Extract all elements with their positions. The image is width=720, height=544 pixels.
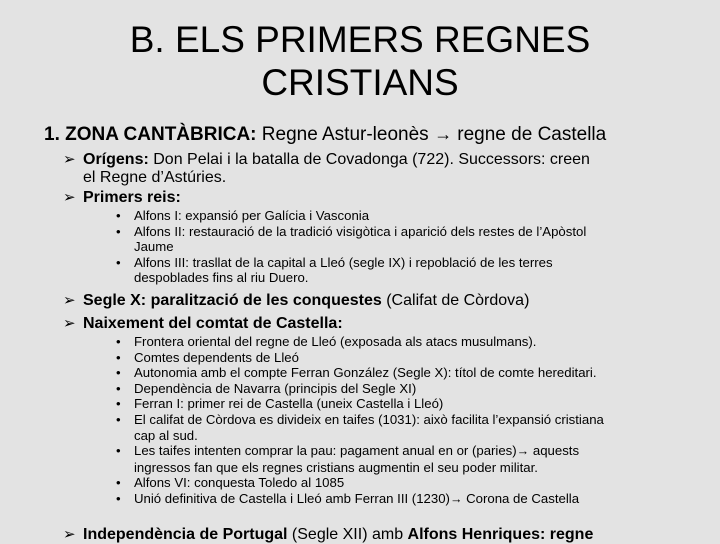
list-item-text: Comtes dependents de Lleó — [134, 349, 299, 365]
portugal-label-2: Alfons Henriques: regne — [407, 526, 594, 543]
heading-text: Regne Astur-leonès — [256, 124, 429, 145]
first-kings-item — [63, 189, 683, 207]
list-item-text: Alfons VI: conquesta Toledo al 1085 — [134, 475, 345, 491]
origins-line-2: el Regne d’Astúries. — [83, 169, 227, 186]
bullet-icon: • — [116, 411, 121, 427]
arrow-bullet-icon: ➢ — [63, 526, 76, 543]
first-kings-label: Primers reis: — [83, 189, 181, 206]
bullet-icon: • — [116, 443, 121, 459]
castile-list — [116, 334, 674, 508]
x-century-text: (Califat de Còrdova) — [381, 292, 530, 309]
bullet-icon: • — [116, 254, 121, 270]
bullet-icon: • — [116, 490, 121, 506]
list-item — [116, 380, 674, 397]
list-item-text: Unió definitiva de Castella i Lleó amb Ferran III (1230) — [134, 490, 450, 506]
heading-text-2: regne de Castella — [452, 124, 607, 145]
castile-birth-label: Naixement del comtat de Castella: — [83, 315, 343, 332]
bullet-icon: • — [116, 365, 121, 381]
arrow-bullet-icon: ➢ — [63, 292, 76, 309]
x-century-label: Segle X: paralització de les conquestes — [83, 292, 382, 309]
list-item-continuation: despoblades fins al riu Duero. — [134, 270, 309, 286]
section-heading — [44, 124, 606, 146]
arrow-bullet-icon: ➢ — [63, 189, 76, 206]
title-line-1: B. ELS PRIMERS REGNES — [129, 19, 591, 60]
portugal-item — [63, 526, 720, 544]
list-item-continuation: ingressos fan que els regnes cristians augmentin el seu poder militar. — [134, 459, 538, 475]
list-item — [116, 208, 674, 224]
list-item-text: Alfons II: restauració de la tradició visigòtica i aparició dels restes de l’Apòstol — [134, 223, 587, 239]
arrow-bullet-icon: ➢ — [63, 315, 76, 332]
bullet-icon: • — [116, 380, 121, 396]
heading-bold: 1. ZONA CANTÀBRICA: — [44, 124, 257, 145]
list-item-text: Autonomia amb el compte Ferran González (Segle X): títol de comte hereditari. — [134, 365, 597, 381]
list-item-text: Corona de Castella — [462, 490, 580, 506]
list-item — [116, 490, 674, 508]
arrow-bullet-icon: ➢ — [63, 151, 76, 168]
list-item — [116, 349, 674, 366]
portugal-label: Independència de Portugal — [83, 526, 288, 543]
origins-label: Orígens: — [83, 151, 149, 168]
portugal-text: (Segle XII) amb — [287, 526, 408, 543]
list-item — [116, 443, 674, 460]
arrow-icon: → — [433, 124, 452, 144]
list-item-text: El califat de Còrdova es divideix en taifes (1031): això facilita l’expansió cristiana — [134, 411, 604, 427]
title-line-2: CRISTIANS — [261, 62, 459, 103]
origins-item — [63, 151, 683, 187]
arrow-icon: → — [449, 491, 463, 506]
list-item — [116, 334, 674, 350]
list-item-continuation: Jaume — [134, 239, 174, 255]
list-item-continuation: cap al sud. — [134, 427, 198, 443]
slide-title — [0, 18, 720, 104]
bullet-icon: • — [116, 334, 121, 349]
list-item — [116, 411, 674, 428]
bullet-icon: • — [116, 208, 121, 223]
list-item-text: Alfons III: trasllat de la capital a Lleó (segle IX) i repoblació de les terres — [134, 254, 553, 270]
list-item — [116, 254, 674, 271]
bullet-icon: • — [116, 349, 121, 365]
list-item — [116, 396, 674, 412]
list-item-text: aquests — [529, 443, 580, 459]
list-item-text: Dependència de Navarra (principis del Segle XI) — [134, 380, 417, 396]
bullet-icon: • — [116, 223, 121, 239]
list-item-text: Ferran I: primer rei de Castella (uneix Castella i Lleó) — [134, 396, 444, 412]
list-item — [116, 223, 674, 240]
list-item — [116, 475, 674, 491]
list-item-text: Les taifes intenten comprar la pau: pagament anual en or (paries) — [134, 443, 517, 459]
castile-birth-item — [63, 315, 683, 333]
bullet-icon: • — [116, 396, 121, 412]
origins-line-1: Don Pelai i la batalla de Covadonga (722). Successors: creen — [148, 151, 590, 168]
list-item-text: Alfons I: expansió per Galícia i Vasconia — [134, 208, 370, 223]
x-century-item — [63, 292, 683, 310]
list-item — [116, 365, 674, 381]
bullet-icon: • — [116, 475, 121, 491]
list-item-text: Frontera oriental del regne de Lleó (exposada als atacs musulmans). — [134, 334, 537, 349]
arrow-icon: → — [516, 444, 530, 459]
kings-list — [116, 208, 674, 286]
